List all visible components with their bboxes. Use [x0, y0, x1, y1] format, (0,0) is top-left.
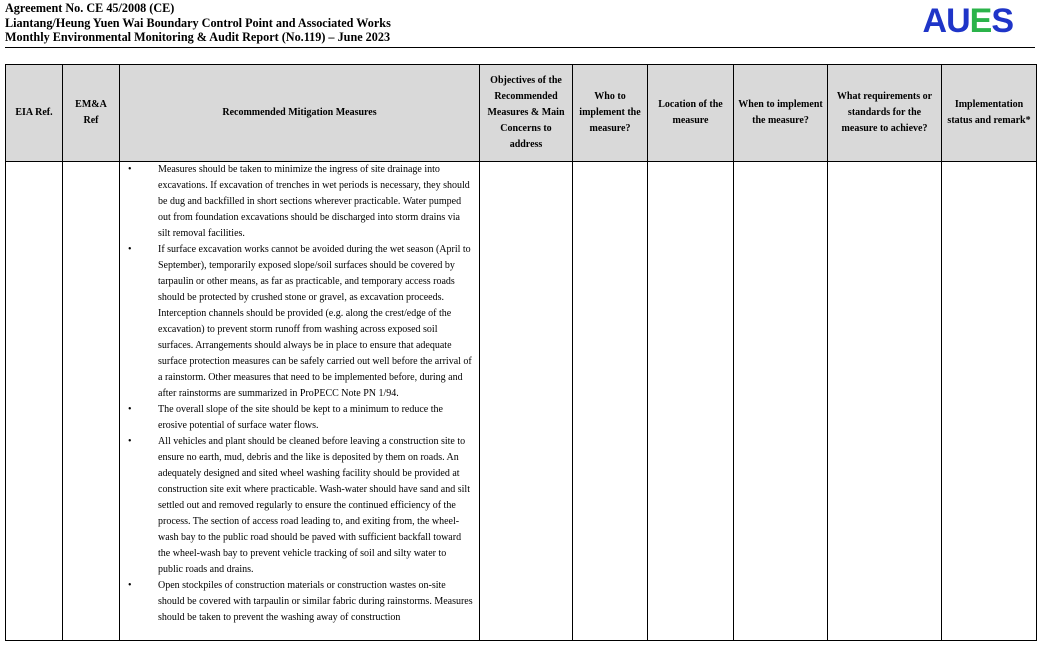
list-item: • Open stockpiles of construction materials or construction wastes on-site should be covered with tarpaulin or similar fabric during rainstorms. Measures should be taken to prevent the washing away of construction: [128, 580, 473, 623]
col-objectives: Objectives of the Recommended Measures & Main Concerns to address: [480, 65, 573, 162]
objectives-cell: [480, 162, 573, 641]
report-title-block: [5, 1, 391, 45]
mitigation-measures-table: [5, 64, 1037, 641]
col-who: Who to implement the measure?: [573, 65, 648, 162]
table-header-row: [6, 65, 1037, 162]
list-item: • If surface excavation works cannot be avoided during the wet season (April to September), temporarily exposed slope/soil surfaces should be covered by tarpaulin or other means, as far as practicable, and temporary access roads should be protected by crushed stone or gravel, as excavation proceeds. Interception channels should be provided (e.g. along the crest/edge of the excavation) to prevent storm runoff from washing across exposed soil surfaces. Arrangements should always be in place to ensure that adequate surface protection measures can be safely carried out well before the arrival of a rainstorm. Other measures that need to be implemented before, during and after rainstorms are summarized in ProPECC Note PN 1/94.: [128, 244, 472, 399]
bullet-icon: •: [128, 404, 132, 415]
bullet-icon: •: [128, 164, 132, 175]
project-name: Liantang/Heung Yuen Wai Boundary Control Point and Associated Works: [5, 15, 391, 30]
bullet-icon: •: [128, 436, 132, 447]
location-cell: [648, 162, 734, 641]
who-cell: [573, 162, 648, 641]
when-cell: [734, 162, 828, 641]
list-item: • Measures should be taken to minimize the ingress of site drainage into excavations. If excavation of trenches in wet periods is necessary, they should be dug and backfilled in short sections wherever practicable. Water pumped out from foundation excavations should be discharged into storm drains via silt removal facilities.: [128, 164, 470, 239]
col-when: When to implement the measure?: [734, 65, 828, 162]
requirements-cell: [828, 162, 942, 641]
col-mitigation-measures: Recommended Mitigation Measures: [120, 65, 480, 162]
col-ema-ref: EM&A Ref: [63, 65, 120, 162]
col-eia-ref: EIA Ref.: [6, 65, 63, 162]
report-title: Monthly Environmental Monitoring & Audit Report (No.119) – June 2023: [5, 30, 391, 44]
col-location: Location of the measure: [648, 65, 734, 162]
measures-list: [120, 162, 479, 626]
status-cell: [942, 162, 1037, 641]
ema-ref-cell: [63, 162, 120, 641]
report-header: [5, 0, 1035, 48]
col-implementation-status: Implementation status and remark*: [942, 65, 1037, 162]
table-row: [6, 162, 1037, 641]
list-item: • The overall slope of the site should be kept to a minimum to reduce the erosive potential of surface water flows.: [128, 404, 443, 431]
list-item: • All vehicles and plant should be cleaned before leaving a construction site to ensure no earth, mud, debris and the like is deposited by them on roads. An adequately designed and sited wheel washing facility should be provided at construction site exit where practicable. Wash-water should have sand and silt settled out and removed regularly to ensure the continued efficiency of the process. The section of access road leading to, and exiting from, the wheel-wash bay to the public road should be paved with sufficient backfall toward the wheel-wash bay to prevent vehicle tracking of soil and silty water to public roads and drains.: [128, 436, 470, 575]
aues-logo: AUES: [922, 2, 1013, 40]
bullet-icon: •: [128, 580, 132, 591]
col-requirements: What requirements or standards for the measure to achieve?: [828, 65, 942, 162]
eia-ref-cell: [6, 162, 63, 641]
header-divider: [5, 47, 1035, 48]
bullet-icon: •: [128, 244, 132, 255]
measures-cell: [120, 162, 480, 641]
agreement-number: Agreement No. CE 45/2008 (CE): [5, 1, 175, 15]
